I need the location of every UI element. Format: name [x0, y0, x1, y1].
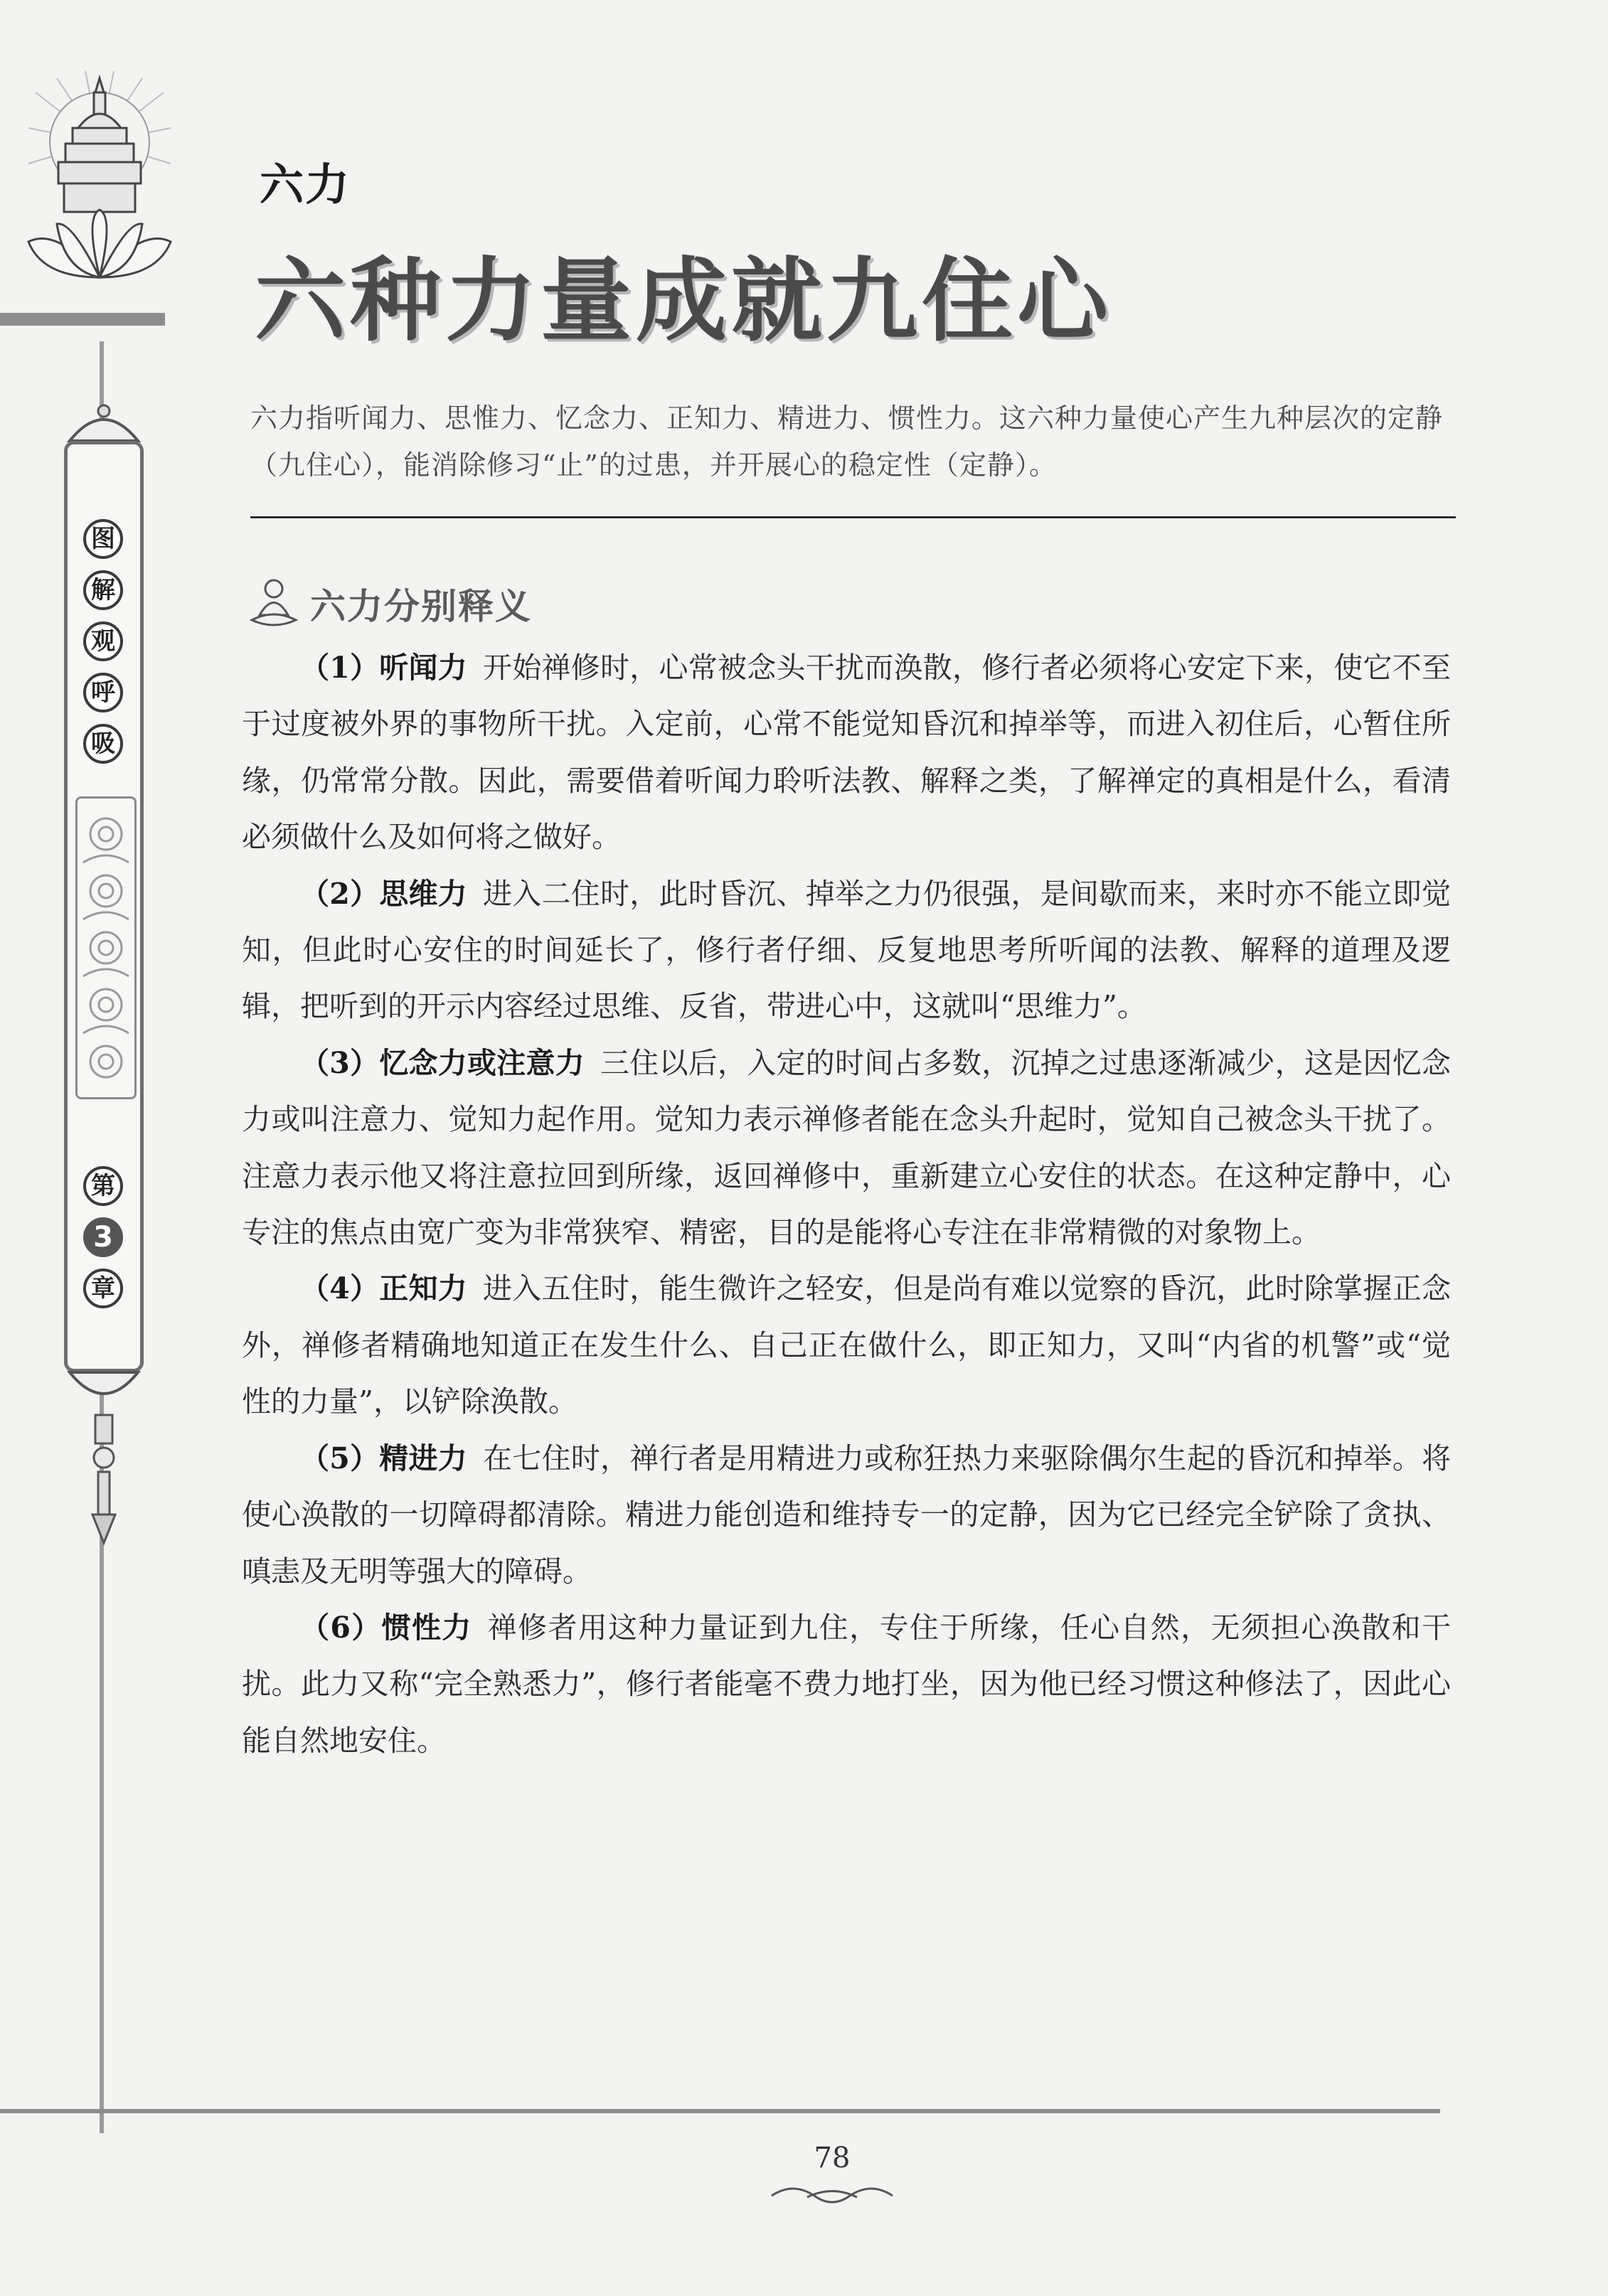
item-text: 在七住时，禅行者是用精进力或称狂热力来驱除偶尔生起的昏沉和掉举。将使心涣散的一切障碍都清除。精进力能创造和维持专一的定静，因为它已经完全铲除了贪执、嗔恚及无明等强大的障碍。 — [242, 1441, 1452, 1588]
book-title-char: 图 — [83, 519, 123, 559]
chapter-number: 3 — [83, 1217, 123, 1257]
power-paragraph — [242, 1261, 1451, 1430]
chapter-char: 第 — [83, 1166, 123, 1206]
item-heading: 思维力 — [379, 876, 468, 911]
book-title-char: 呼 — [83, 673, 123, 712]
book-title-char: 吸 — [83, 724, 123, 764]
footer-rule — [0, 2109, 1440, 2113]
item-heading: 听闻力 — [379, 651, 468, 685]
item-number: （3） — [300, 1045, 380, 1080]
item-heading: 惯性力 — [381, 1610, 472, 1645]
section-heading — [249, 576, 532, 631]
book-title-badges — [83, 519, 124, 775]
item-heading: 正知力 — [379, 1271, 468, 1306]
power-paragraph — [242, 1600, 1451, 1769]
item-number: （6） — [300, 1610, 382, 1645]
item-text: 开始禅修时，心常被念头干扰而涣散，修行者必须将心安定下来，使它不至于过度被外界的事物所干扰。入定前，心常不能觉知昏沉和掉举等，而进入初住后，心暂住所缘，仍常常分散。因此，需要借着听闻力聆听法教、解释之类，了解禅定的真相是什么，看清必须做什么及如何将之做好。 — [242, 651, 1452, 855]
chapter-char: 章 — [83, 1269, 123, 1308]
book-title-char: 解 — [83, 570, 123, 610]
item-number: （5） — [300, 1441, 380, 1475]
page-number: 78 — [814, 2142, 851, 2174]
page-title: 六种力量成就九住心 — [255, 248, 1113, 354]
book-title-char: 观 — [83, 621, 123, 661]
section-title: 六力分别释义 — [310, 585, 532, 627]
item-heading: 精进力 — [379, 1441, 468, 1475]
item-heading: 忆念力或注意力 — [379, 1045, 585, 1080]
floral-ornament — [75, 796, 137, 1099]
body-text — [242, 640, 1451, 1769]
item-text: 进入二住时，此时昏沉、掉举之力仍很强，是间歇而来，来时亦不能立即觉知，但此时心安住的时间延长了，修行者仔细、反复地思考所听闻的法教、解释的道理及逻辑，把听到的开示内容经过思维、反省，带进心中，这就叫“思维力”。 — [242, 876, 1452, 1024]
item-text: 三住以后，入定的时间占多数，沉掉之过患逐渐减少，这是因忆念力或叫注意力、觉知力起作用。觉知力表示禅修者能在念头升起时，觉知自己被念头干扰了。注意力表示他又将注意拉回到所缘，返回禅修中，重新建立心安住的状态。在这种定静中，心专注的焦点由宽广变为非常狭窄、精密，目的是能将心专注在非常精微的对象物上。 — [242, 1045, 1452, 1250]
power-paragraph — [242, 866, 1451, 1035]
power-paragraph — [242, 1035, 1451, 1261]
flourish-ornament — [765, 2182, 900, 2210]
item-number: （2） — [300, 876, 380, 911]
item-number: （4） — [300, 1271, 380, 1306]
meditating-monk-icon — [249, 576, 299, 631]
item-number: （1） — [300, 651, 380, 685]
power-paragraph — [242, 640, 1451, 866]
item-text: 禅修者用这种力量证到九住，专住于所缘，任心自然，无须担心涣散和干扰。此力又称“完全熟悉力”，修行者能毫不费力地打坐，因为他已经习惯这种修法了，因此心能自然地安住。 — [242, 1610, 1451, 1758]
stupa-lotus-emblem — [14, 64, 185, 299]
intro-paragraph: 六力指听闻力、思惟力、忆念力、正知力、精进力、惯性力。这六种力量使心产生九种层次的定静（九住心），能消除修习“止”的过患，并开展心的稳定性（定静）。 — [250, 402, 1444, 481]
scroll-finial-bottom — [55, 1365, 152, 1550]
section-kicker: 六力 — [260, 159, 351, 210]
power-paragraph — [242, 1431, 1451, 1600]
item-text: 进入五住时，能生微许之轻安，但是尚有难以觉察的昏沉，此时除掌握正念外，禅修者精确地知道正在发生什么、自己正在做什么，即正知力，又叫“内省的机警”或“觉性的力量”，以铲除涣散。 — [242, 1271, 1452, 1419]
header-rule — [0, 313, 165, 326]
intro-divider — [250, 516, 1456, 518]
chapter-badges — [83, 1166, 124, 1320]
